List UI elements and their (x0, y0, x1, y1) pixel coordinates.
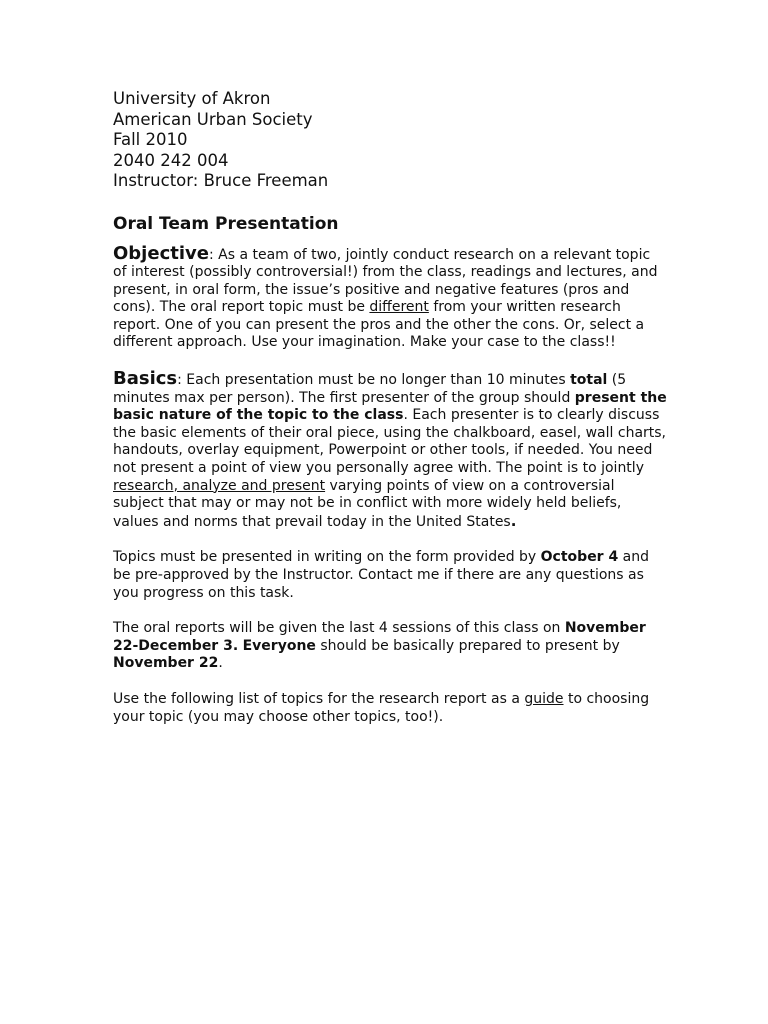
reports-bold-deadline: November 22 (113, 655, 219, 672)
topics-text-2: and be pre-approved by the Instructor. Contact me if there are any questions as you progress on this task. (113, 549, 649, 601)
reports-paragraph (113, 620, 668, 673)
course-header (113, 89, 668, 192)
objective-heading: Objective (113, 242, 209, 264)
reports-text-3: should be basically prepared to present by (315, 637, 620, 654)
reports-bold-dates: November 22-December 3. (113, 620, 646, 654)
course-number: 2040 242 004 (113, 150, 229, 170)
topics-paragraph (113, 549, 668, 602)
objective-paragraph (113, 242, 668, 353)
list-intro-underlined-guide: guide (524, 690, 564, 707)
basics-text-4: varying points of view on a controversial subject that may or may not be in conflict with more widely held beliefs, values and norms that prevail today in the United States (113, 477, 622, 530)
basics-bold-total: total (570, 372, 608, 389)
reports-text-1: The oral reports will be given the last 4 sessions of this class on (113, 620, 565, 637)
reports-text-4: . (218, 655, 223, 672)
list-intro-text-2: to choosing your topic (you may choose other topics, too!). (113, 690, 650, 725)
basics-text-2: (5 minutes max per person). The first presenter of the group should (113, 372, 627, 406)
term: Fall 2010 (113, 130, 188, 149)
basics-bold-present: present the basic nature of the topic to the class (113, 389, 667, 424)
objective-underlined-different: different (369, 299, 429, 316)
course-name: American Urban Society (113, 109, 313, 129)
reports-bold-everyone: Everyone (242, 637, 316, 654)
university-name: University of Akron (113, 89, 271, 108)
basics-heading: Basics (113, 368, 178, 390)
instructor: Instructor: Bruce Freeman (113, 171, 329, 190)
basics-underlined-research: research, analyze and present (113, 477, 326, 494)
document-title: Oral Team Presentation (113, 213, 339, 234)
basics-end-period: . (510, 511, 517, 530)
topics-bold-date: October 4 (540, 549, 619, 566)
basics-paragraph (113, 370, 668, 531)
topics-text-1: Topics must be presented in writing on the form provided by (113, 549, 541, 566)
basics-text-1: : Each presentation must be no longer than 10 minutes (177, 372, 571, 389)
basics-text-3: . Each presenter is to clearly discuss the basic elements of their oral piece, using the chalkboard, easel, wall charts, handouts, overlay equipment, Powerpoint or other tools, if needed. You need not present a point of view you personally agree with. The point is to jointly (113, 407, 667, 477)
list-intro-paragraph (113, 691, 668, 726)
objective-text-1: : As a team of two, jointly conduct research on a relevant topic of interest (possibly controversial!) from the class, readings and lectures, and present, in oral form, the issue’s positive and negative features (pros and cons). The oral report topic must be (113, 246, 658, 316)
objective-text-2: from your written research report. One of you can present the pros and the other the cons. Or, select a different approach. Use your imagination. Make your case to the class!! (113, 299, 645, 351)
list-intro-text-1: Use the following list of topics for the research report as a (113, 690, 525, 707)
